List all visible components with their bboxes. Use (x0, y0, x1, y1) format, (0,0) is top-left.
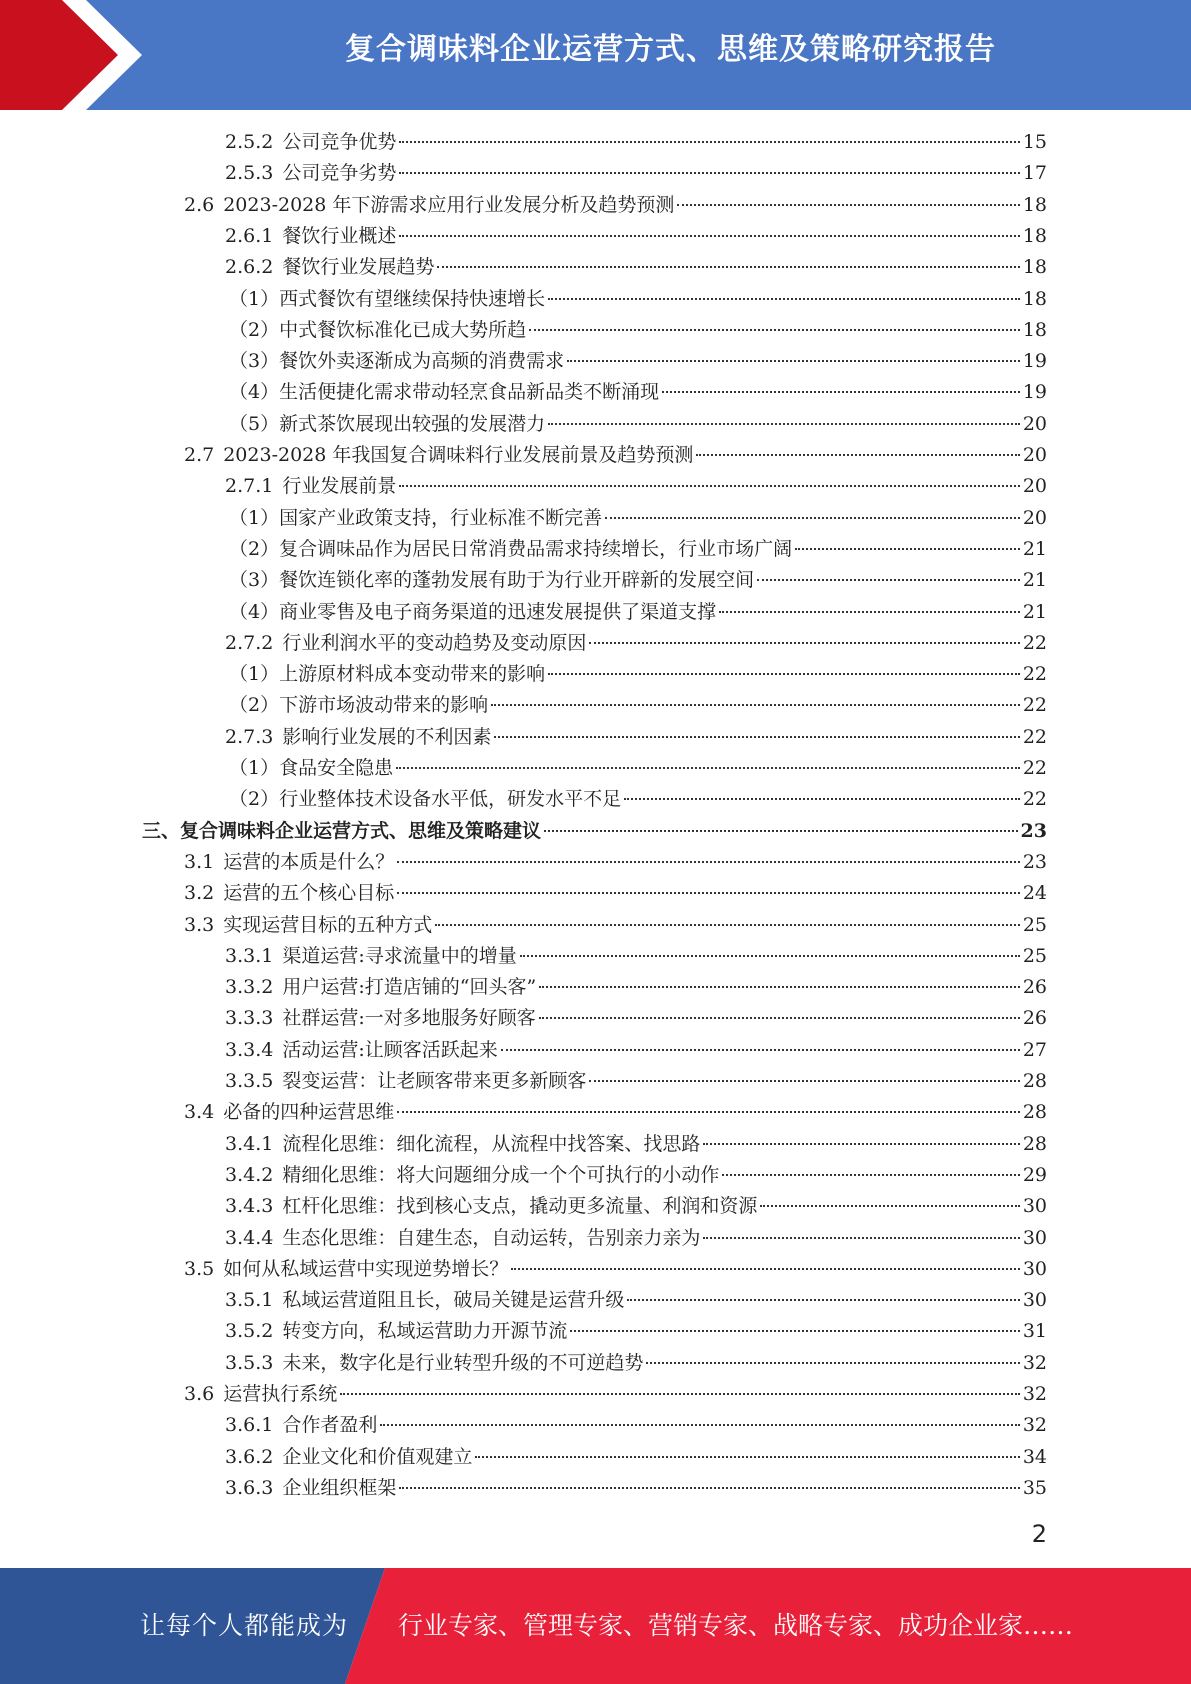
toc-entry-title: 复合调味品作为居民日常消费品需求持续增长，行业市场广阔 (279, 537, 793, 560)
toc-entry-title: 用户运营:打造店铺的“回头客” (282, 976, 537, 999)
toc-dot-leader (757, 579, 1020, 581)
toc-entry-title: 餐饮行业概述 (282, 224, 397, 247)
toc-entry-title: 生态化思维：自建生态，自动运转，告别亲力亲为 (282, 1226, 701, 1249)
toc-entry-page: 20 (1022, 506, 1047, 529)
toc-entry-page: 31 (1022, 1320, 1047, 1343)
toc-entry[interactable] (225, 1473, 1047, 1504)
toc-dot-leader (494, 736, 1019, 738)
toc-entry[interactable] (225, 1223, 1047, 1254)
toc-entry-page: 22 (1022, 757, 1047, 779)
toc-entry-title: 企业组织框架 (282, 1476, 397, 1499)
toc-entry[interactable] (225, 252, 1047, 283)
toc-entry[interactable] (184, 1097, 1047, 1128)
toc-entry-number: 2.5.2 (225, 131, 274, 153)
toc-entry-page: 30 (1022, 1226, 1047, 1249)
toc-dot-leader (520, 955, 1020, 957)
toc-entry-page: 35 (1022, 1476, 1047, 1499)
toc-entry-page: 32 (1022, 1351, 1047, 1374)
toc-entry-title: 社群运营:一对多地服务好顾客 (282, 1007, 536, 1030)
footer-slogan-right: 行业专家、管理专家、营销专家、战略专家、成功企业家…… (398, 1611, 1074, 1640)
toc-entry-title: 中式餐饮标准化已成大势所趋 (279, 318, 527, 341)
toc-entry-page: 30 (1022, 1289, 1047, 1312)
toc-entry-page: 24 (1022, 882, 1047, 905)
toc-entry-number: 2.6.2 (225, 256, 274, 279)
toc-entry-number: （2） (229, 694, 280, 717)
toc-entry-number: 2.7.3 (225, 725, 274, 748)
toc-entry-page: 28 (1022, 1101, 1047, 1124)
toc-dot-leader (340, 1393, 1020, 1395)
toc-entry[interactable] (229, 534, 1047, 565)
toc-entry-number: 2.6 (184, 193, 215, 216)
report-footer (0, 1568, 1191, 1684)
toc-dot-leader (399, 235, 1019, 237)
toc-entry[interactable] (225, 1003, 1047, 1034)
toc-entry-title: 运营执行系统 (223, 1383, 338, 1405)
toc-entry[interactable] (225, 722, 1047, 753)
toc-dot-leader (397, 861, 1020, 863)
toc-entry-title: 复合调味料企业运营方式、思维及策略建议 (180, 819, 542, 842)
toc-entry-number: （1） (229, 287, 280, 310)
toc-entry-title: 下游市场波动带来的影响 (279, 694, 489, 717)
toc-dot-leader (589, 1080, 1019, 1082)
toc-entry-number: 3.4.2 (225, 1163, 274, 1186)
toc-entry-title: 行业利润水平的变动趋势及变动原因 (282, 631, 587, 654)
toc-entry[interactable] (225, 1129, 1047, 1160)
toc-entry-number: 3.4.4 (225, 1226, 274, 1249)
toc-entry-number: 3.6.2 (225, 1445, 274, 1468)
toc-entry[interactable] (225, 941, 1047, 972)
toc-entry-page: 26 (1022, 1007, 1047, 1030)
toc-dot-leader (624, 798, 1020, 800)
toc-entry-number: 三、 (142, 819, 181, 842)
toc-entry-page: 34 (1022, 1445, 1047, 1468)
toc-entry-page: 17 (1022, 162, 1047, 185)
toc-dot-leader (511, 1268, 1020, 1270)
toc-entry[interactable] (225, 628, 1047, 659)
toc-entry-page: 27 (1022, 1038, 1047, 1061)
toc-entry-page: 28 (1022, 1132, 1047, 1155)
toc-entry-page: 18 (1022, 193, 1047, 216)
toc-entry-title: 活动运营:让顾客活跃起来 (282, 1038, 498, 1061)
toc-entry-page: 22 (1022, 725, 1047, 748)
report-header (0, 0, 1191, 110)
toc-entry-number: （2） (229, 788, 280, 811)
toc-entry-page: 19 (1022, 350, 1047, 373)
toc-entry-number: 3.3.3 (225, 1007, 274, 1030)
toc-dot-leader (475, 1456, 1019, 1458)
toc-entry-page: 23 (1020, 819, 1047, 842)
toc-entry-title: 杠杆化思维：找到核心支点，撬动更多流量、利润和资源 (282, 1195, 758, 1218)
toc-entry-page: 28 (1022, 1070, 1047, 1092)
toc-entry-number: 2.7.1 (225, 475, 274, 498)
toc-entry-page: 30 (1022, 1195, 1047, 1218)
toc-dot-leader (491, 704, 1020, 706)
toc-dot-leader (399, 141, 1019, 143)
toc-entry-title: 企业文化和价值观建立 (282, 1445, 473, 1468)
toc-dot-leader (760, 1205, 1019, 1207)
toc-dot-leader (548, 423, 1020, 425)
toc-entry-title: 裂变运营：让老顾客带来更多新顾客 (282, 1070, 587, 1092)
toc-dot-leader (539, 986, 1020, 988)
toc-entry-title: 实现运营目标的五种方式 (223, 913, 433, 936)
toc-entry[interactable] (225, 1442, 1047, 1473)
toc-entry[interactable] (229, 784, 1047, 815)
toc-dot-leader (539, 1017, 1020, 1019)
toc-entry-title: 国家产业政策支持，行业标准不断完善 (279, 506, 603, 529)
toc-dot-leader (605, 517, 1020, 519)
toc-entry-page: 22 (1022, 788, 1047, 811)
toc-entry-title: 新式茶饮展现出较强的发展潜力 (279, 412, 546, 435)
toc-entry-title: 转变方向，私域运营助力开源节流 (282, 1320, 568, 1343)
toc-entry-title: 影响行业发展的不利因素 (282, 725, 492, 748)
toc-dot-leader (570, 1330, 1019, 1332)
toc-entry[interactable] (225, 1035, 1047, 1066)
toc-entry-number: （1） (229, 663, 280, 686)
toc-dot-leader (795, 548, 1020, 550)
toc-entry-page: 22 (1022, 631, 1047, 654)
toc-dot-leader (627, 1299, 1019, 1301)
toc-dot-leader (719, 611, 1020, 613)
toc-dot-leader (703, 1143, 1019, 1145)
toc-entry[interactable] (229, 503, 1047, 534)
toc-entry[interactable] (225, 1348, 1047, 1379)
toc-entry-number: 3.5.1 (225, 1289, 274, 1312)
toc-entry[interactable] (225, 1066, 1047, 1097)
toc-entry[interactable] (225, 1160, 1047, 1191)
toc-entry-title: 渠道运营:寻求流量中的增量 (282, 944, 517, 967)
toc-entry-number: （3） (229, 569, 280, 592)
toc-entry-number: （2） (229, 318, 280, 341)
toc-entry-number: （3） (229, 350, 280, 373)
toc-entry-title: 食品安全隐患 (279, 757, 394, 779)
toc-entry-page: 18 (1022, 318, 1047, 341)
toc-dot-leader (548, 298, 1020, 300)
toc-entry-page: 18 (1022, 256, 1047, 279)
toc-entry[interactable] (184, 190, 1047, 221)
toc-dot-leader (722, 1174, 1019, 1176)
toc-entry[interactable] (229, 597, 1047, 628)
toc-entry[interactable] (229, 753, 1047, 784)
toc-entry-number: （4） (229, 600, 280, 623)
toc-entry-page: 18 (1022, 287, 1047, 310)
toc-entry-title: 2023-2028 年下游需求应用行业发展分析及趋势预测 (223, 193, 675, 216)
toc-entry[interactable] (184, 1379, 1047, 1410)
toc-entry-number: 2.7 (184, 444, 215, 466)
toc-entry-number: 2.5.3 (225, 162, 274, 185)
toc-dot-leader (589, 642, 1019, 644)
toc-entry-number: 3.5.2 (225, 1320, 274, 1343)
toc-entry-page: 32 (1022, 1414, 1047, 1437)
toc-entry-title: 行业整体技术设备水平低，研发水平不足 (279, 788, 622, 811)
toc-dot-leader (397, 1111, 1020, 1113)
toc-entry[interactable] (225, 221, 1047, 252)
toc-dot-leader (529, 329, 1020, 331)
header-red-arrow-decoration (0, 0, 150, 110)
toc-entry-title: 如何从私域运营中实现逆势增长？ (223, 1257, 509, 1280)
toc-entry[interactable] (184, 910, 1047, 941)
toc-entry-title: 必备的四种运营思维 (223, 1101, 395, 1124)
toc-entry-title: 餐饮外卖逐渐成为高频的消费需求 (279, 350, 565, 373)
toc-entry[interactable] (229, 346, 1047, 377)
toc-entry[interactable] (225, 1191, 1047, 1222)
toc-entry[interactable] (184, 878, 1047, 909)
toc-entry-title: 生活便捷化需求带动轻烹食品新品类不断涌现 (279, 381, 660, 404)
toc-entry-page: 19 (1022, 381, 1047, 404)
toc-dot-leader (544, 830, 1018, 832)
toc-dot-leader (437, 266, 1019, 268)
toc-entry-title: 西式餐饮有望继续保持快速增长 (279, 287, 546, 310)
toc-entry-title: 公司竞争优势 (282, 131, 397, 153)
toc-entry-title: 2023-2028 年我国复合调味料行业发展前景及趋势预测 (223, 444, 694, 466)
toc-entry-page: 23 (1022, 850, 1047, 873)
toc-entry-page: 30 (1022, 1257, 1047, 1280)
report-title: 复合调味料企业运营方式、思维及策略研究报告 (345, 32, 996, 67)
toc-entry[interactable] (225, 1410, 1047, 1441)
toc-entry-number: （1） (229, 757, 280, 779)
toc-entry-title: 餐饮连锁化率的蓬勃发展有助于为行业开辟新的发展空间 (279, 569, 755, 592)
toc-entry-number: 3.2 (184, 882, 215, 905)
toc-entry-number: 3.4 (184, 1101, 215, 1124)
toc-entry[interactable] (184, 1254, 1047, 1285)
toc-entry[interactable] (229, 409, 1047, 440)
toc-entry-page: 18 (1022, 224, 1047, 247)
toc-entry[interactable] (225, 127, 1047, 158)
toc-entry-title: 合作者盈利 (282, 1414, 378, 1437)
toc-entry-number: 3.3.1 (225, 944, 274, 967)
toc-entry-page: 21 (1022, 600, 1047, 623)
toc-entry-number: （4） (229, 381, 280, 404)
toc-entry[interactable] (229, 690, 1047, 721)
toc-entry[interactable] (184, 847, 1047, 878)
toc-entry[interactable] (229, 315, 1047, 346)
toc-entry-number: 3.5 (184, 1257, 215, 1280)
toc-entry-page: 21 (1022, 537, 1047, 560)
toc-entry-number: 3.3.5 (225, 1070, 274, 1092)
toc-entry-number: （5） (229, 412, 280, 435)
toc-entry-title: 上游原材料成本变动带来的影响 (279, 663, 546, 686)
toc-dot-leader (435, 924, 1020, 926)
toc-entry[interactable] (229, 377, 1047, 408)
toc-entry[interactable] (142, 816, 1047, 847)
toc-entry-number: 3.6.3 (225, 1476, 274, 1499)
toc-dot-leader (696, 454, 1019, 456)
toc-entry-page: 20 (1022, 475, 1047, 498)
toc-dot-leader (703, 1237, 1019, 1239)
toc-dot-leader (567, 360, 1020, 362)
toc-entry-number: 3.4.1 (225, 1132, 274, 1155)
toc-entry[interactable] (225, 471, 1047, 502)
toc-entry-page: 29 (1022, 1163, 1047, 1186)
toc-entry[interactable] (225, 972, 1047, 1003)
toc-entry-title: 流程化思维：细化流程，从流程中找答案、找思路 (282, 1132, 701, 1155)
toc-dot-leader (396, 767, 1020, 769)
toc-entry-page: 21 (1022, 569, 1047, 592)
toc-dot-leader (399, 1487, 1019, 1489)
toc-entry-number: 3.5.3 (225, 1351, 274, 1374)
toc-entry-title: 餐饮行业发展趋势 (282, 256, 435, 279)
footer-slogan-left: 让每个人都能成为 (140, 1611, 349, 1640)
toc-entry-page: 22 (1022, 694, 1047, 717)
toc-entry[interactable] (184, 440, 1047, 471)
toc-entry[interactable] (225, 158, 1047, 189)
toc-entry-number: 3.3.2 (225, 976, 274, 999)
toc-entry-page: 20 (1022, 412, 1047, 435)
toc-dot-leader (662, 391, 1020, 393)
toc-entry-title: 公司竞争劣势 (282, 162, 397, 185)
toc-entry-title: 行业发展前景 (282, 475, 397, 498)
toc-entry-number: 3.3 (184, 913, 215, 936)
toc-entry-title: 私域运营道阻且长，破局关键是运营升级 (282, 1289, 625, 1312)
toc-entry[interactable] (229, 659, 1047, 690)
toc-entry-page: 25 (1022, 913, 1047, 936)
toc-entry-page: 20 (1022, 444, 1047, 466)
toc-dot-leader (380, 1424, 1019, 1426)
page-number: 2 (1031, 1520, 1047, 1548)
toc-entry[interactable] (229, 284, 1047, 315)
toc-entry-number: 3.3.4 (225, 1038, 274, 1061)
toc-dot-leader (397, 892, 1020, 894)
toc-entry[interactable] (229, 565, 1047, 596)
toc-entry-page: 22 (1022, 663, 1047, 686)
toc-entry-number: 3.4.3 (225, 1195, 274, 1218)
toc-entry-title: 商业零售及电子商务渠道的迅速发展提供了渠道支撑 (279, 600, 717, 623)
toc-dot-leader (677, 204, 1019, 206)
toc-entry-number: 2.6.1 (225, 224, 274, 247)
toc-entry-page: 32 (1022, 1383, 1047, 1405)
toc-dot-leader (399, 172, 1019, 174)
toc-entry-title: 运营的本质是什么？ (223, 850, 395, 873)
toc-dot-leader (399, 485, 1019, 487)
toc-dot-leader (501, 1049, 1020, 1051)
toc-entry-page: 25 (1022, 944, 1047, 967)
toc-entry-title: 未来，数字化是行业转型升级的不可逆趋势 (282, 1351, 644, 1374)
toc-entry[interactable] (225, 1316, 1047, 1347)
toc-entry-page: 26 (1022, 976, 1047, 999)
toc-entry-number: 3.6 (184, 1383, 215, 1405)
toc-entry-title: 精细化思维：将大问题细分成一个个可执行的小动作 (282, 1163, 720, 1186)
toc-entry-number: 3.1 (184, 850, 215, 873)
toc-dot-leader (548, 673, 1020, 675)
toc-entry[interactable] (225, 1285, 1047, 1316)
toc-entry-page: 15 (1022, 131, 1047, 153)
toc-entry-number: （1） (229, 506, 280, 529)
toc-entry-number: 3.6.1 (225, 1414, 274, 1437)
toc-dot-leader (646, 1362, 1019, 1364)
toc-entry-number: （2） (229, 537, 280, 560)
toc-entry-number: 2.7.2 (225, 631, 274, 654)
toc-entry-title: 运营的五个核心目标 (223, 882, 395, 905)
